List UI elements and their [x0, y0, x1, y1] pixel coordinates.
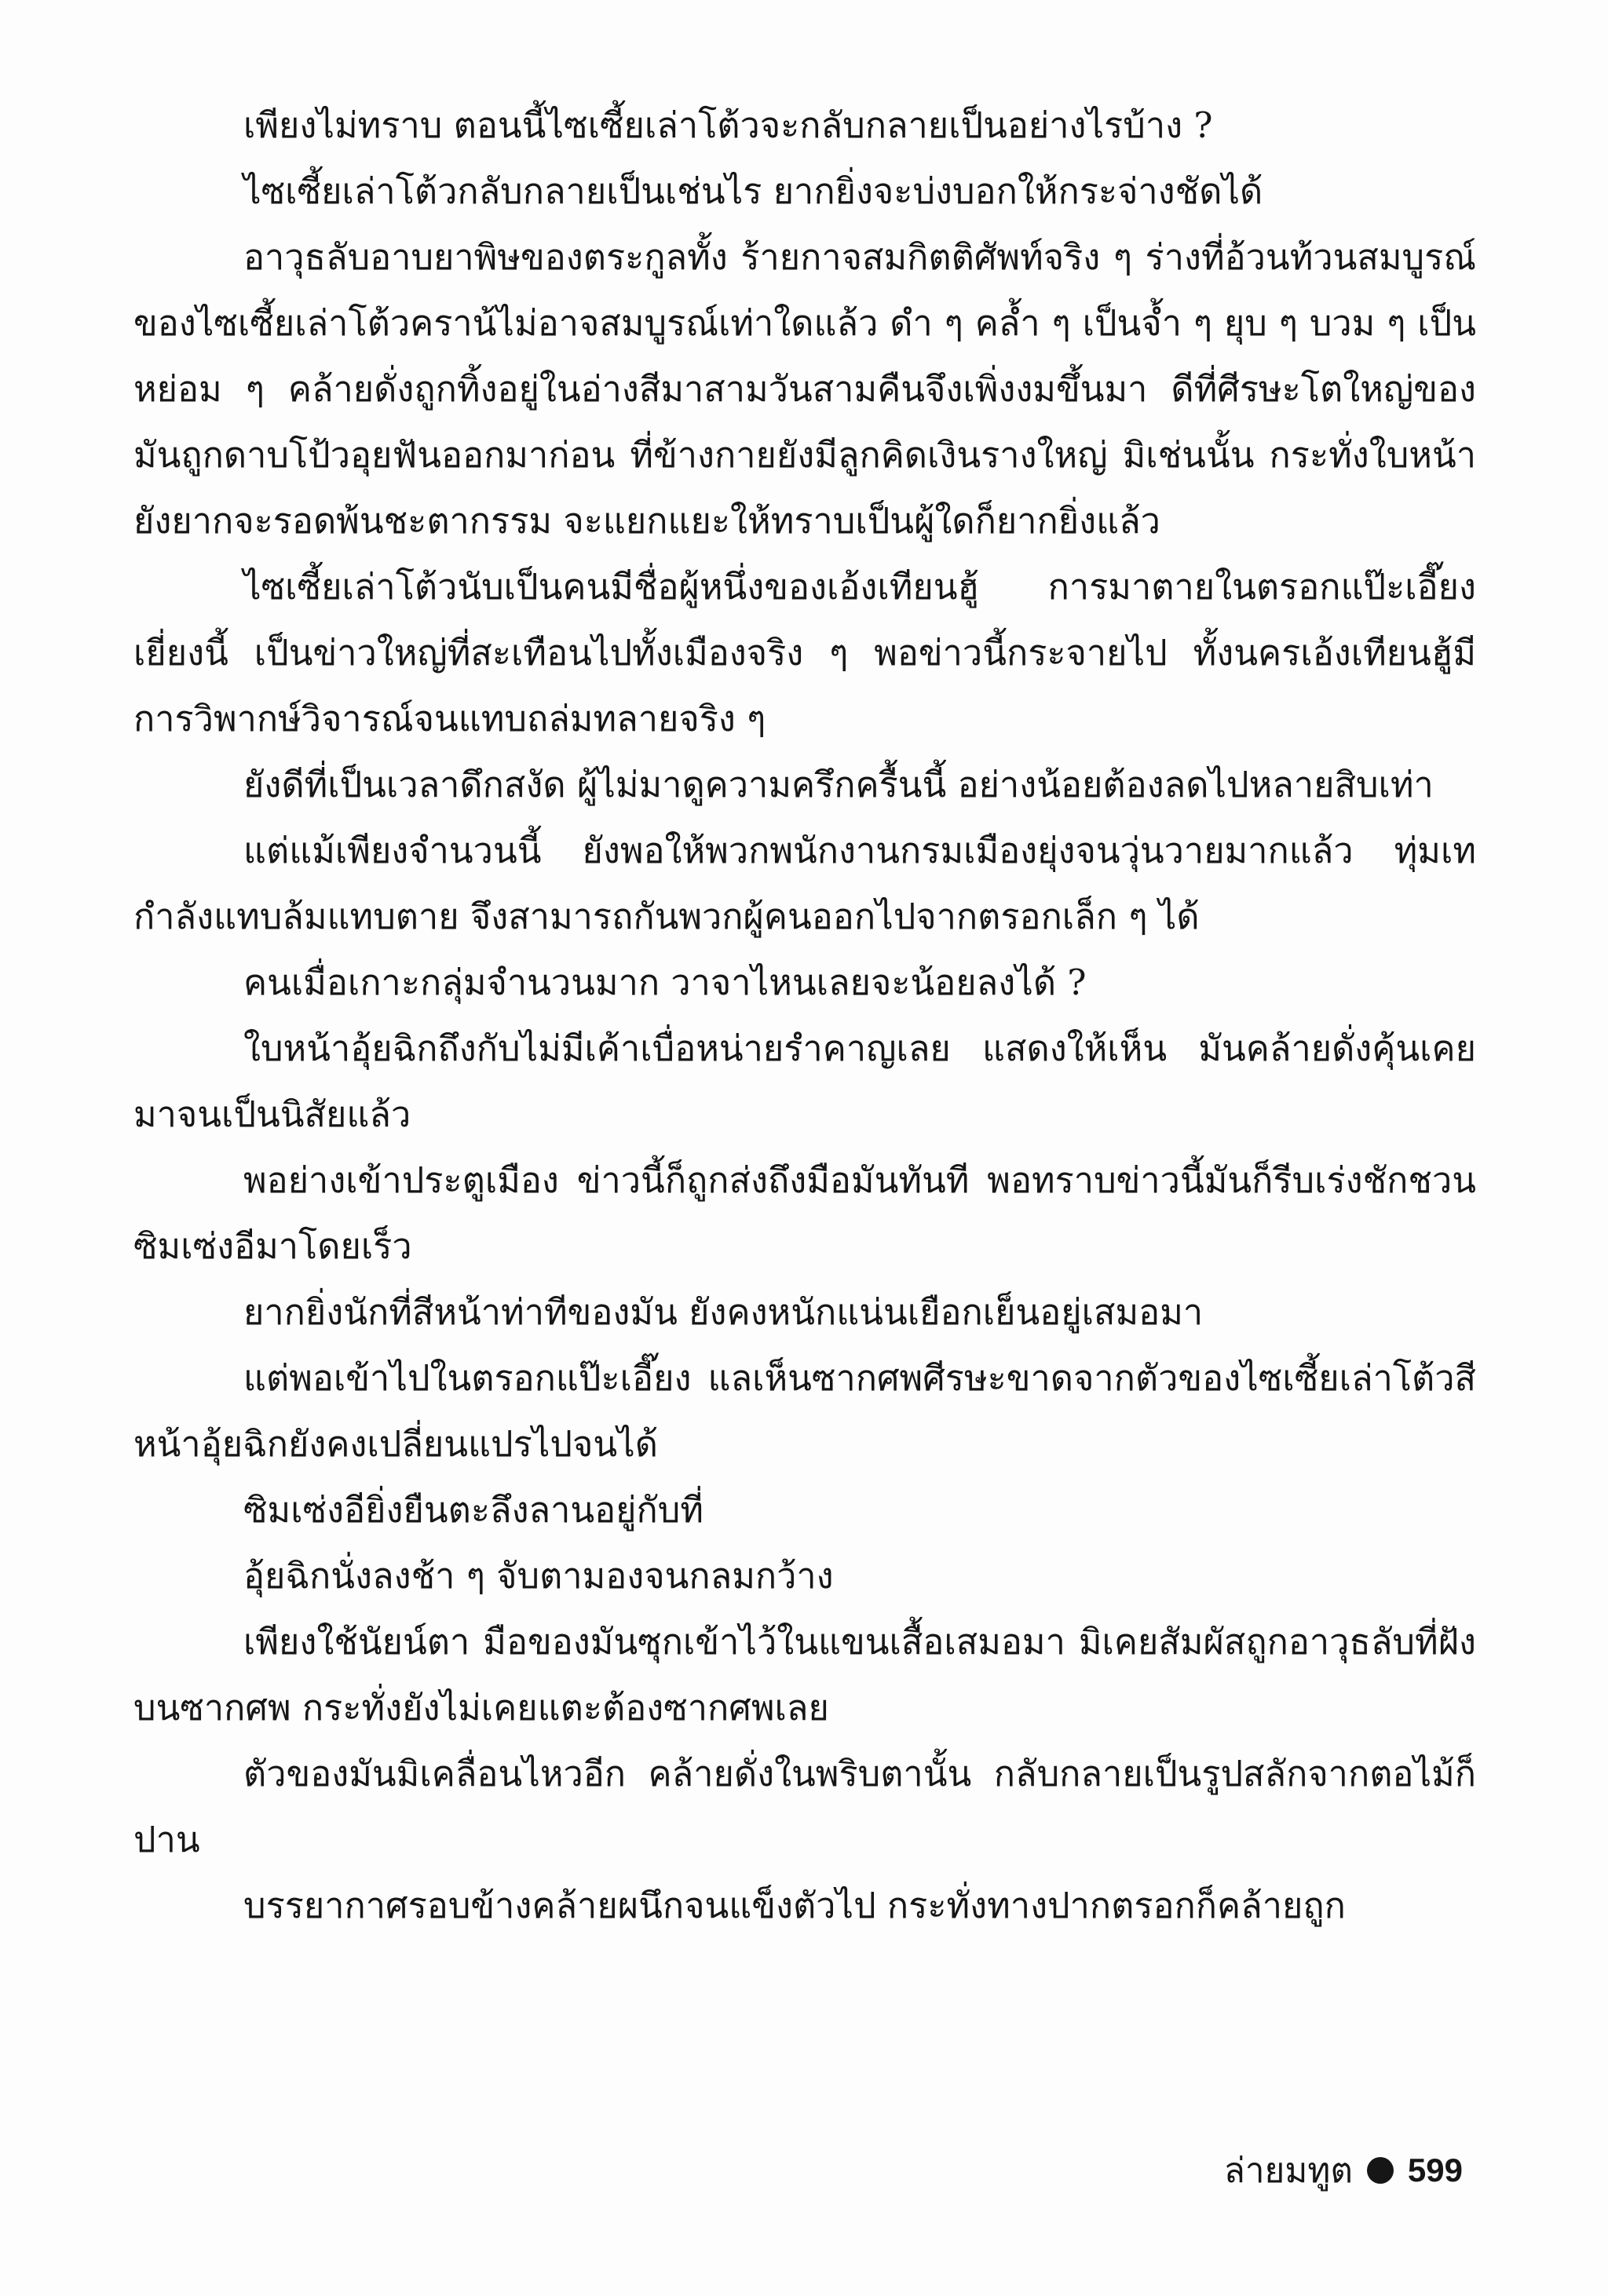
paragraph: ไซเซี้ยเล่าโต้วกลับกลายเป็นเช่นไร ยากยิ่งจะบ่งบอกให้กระจ่างชัดได้ — [243, 170, 1263, 212]
paragraph: ยังดีที่เป็นเวลาดึกสงัด ผู้ไม่มาดูความครึกครื้นนี้ อย่างน้อยต้องลดไปหลายสิบเท่า — [243, 764, 1434, 805]
paragraph: ใบหน้าอุ้ยฉิกถึงกับไม่มีเค้าเบื่อหน่ายรำคาญเลย แสดงให้เห็น มันคล้ายดั่งคุ้นเคยมาจนเป็นนิสัยแล้ว — [133, 1028, 1476, 1135]
paragraph: คนเมื่อเกาะกลุ่มจำนวนมาก วาจาไหนเลยจะน้อยลงได้ ? — [243, 962, 1087, 1003]
paragraph: ซิมเซ่งอียิ่งยืนตะลึงลานอยู่กับที่ — [243, 1489, 704, 1531]
paragraph: ไซเซี้ยเล่าโต้วนับเป็นคนมีชื่อผู้หนึ่งของเอ้งเทียนฮู้ การมาตายในตรอกแป๊ะเอี๊ยงเยี่ยงนี้ เป็นข่าวใหญ่ที่สะเทือนไปทั้งเมืองจริง ๆ พอข่าวนี้กระจายไป ทั้งนครเอ้งเทียนฮู้มีการวิพากษ์วิจารณ์จนแทบถล่มทลายจริง ๆ — [133, 566, 1476, 739]
running-title: ล่ายมทูต — [1223, 2151, 1353, 2191]
paragraph: อาวุธลับอาบยาพิษของตระกูลทั้ง ร้ายกาจสมกิตติศัพท์จริง ๆ ร่างที่อ้วนท้วนสมบูรณ์ของไซเซี้ยเล่าโต้วคราน้ไม่อาจสมบูรณ์เท่าใดแล้ว ดำ ๆ คล้ำ ๆ เป็นจ้ำ ๆ ยุบ ๆ บวม ๆ เป็นหย่อม ๆ คล้ายดั่งถูกทิ้งอยู่ในอ่างสีมาสามวันสามคืนจึงเพิ่งงมขึ้นมา ดีที่ศีรษะโตใหญ่ของมันถูกดาบโป้วอุยฟันออกมาก่อน ที่ข้างกายยังมีลูกคิดเงินรางใหญ่ มิเช่นนั้น กระทั่งใบหน้ายังยากจะรอดพ้นชะตากรรม จะแยกแยะให้ทราบเป็นผู้ใดก็ยากยิ่งแล้ว — [133, 236, 1476, 542]
paragraph: อุ้ยฉิกนั่งลงช้า ๆ จับตามองจนกลมกว้าง — [243, 1555, 834, 1597]
paragraph: พอย่างเข้าประตูเมือง ข่าวนี้ก็ถูกส่งถึงมือมันทันที พอทราบข่าวนี้มันก็รีบเร่งชักชวนซิมเซ่งอีมาโดยเร็ว — [133, 1159, 1476, 1267]
paragraph: ตัวของมันมิเคลื่อนไหวอีก คล้ายดั่งในพริบตานั้น กลับกลายเป็นรูปสลักจากตอไม้ก็ปาน — [133, 1753, 1476, 1860]
paragraph: แต่พอเข้าไปในตรอกแป๊ะเอี๊ยง แลเห็นซากศพศีรษะขาดจากตัวของไซเซี้ยเล่าโต้วสีหน้าอุ้ยฉิกยังคงเปลี่ยนแปรไปจนได้ — [133, 1357, 1476, 1465]
paragraph: บรรยากาศรอบข้างคล้ายผนึกจนแข็งตัวไป กระทั่งทางปากตรอกก็คล้ายถูก — [243, 1885, 1346, 1926]
paragraph: แต่แม้เพียงจำนวนนี้ ยังพอให้พวกพนักงานกรมเมืองยุ่งจนวุ่นวายมากแล้ว ทุ่มเทกำลังแทบล้มแทบตาย จึงสามารถกันพวกผู้คนออกไปจากตรอกเล็ก ๆ ได้ — [133, 830, 1476, 937]
body-text — [133, 93, 1476, 1939]
page-footer — [1224, 2143, 1463, 2198]
page-number: 599 — [1407, 2152, 1463, 2188]
bullet-icon — [1367, 2157, 1394, 2184]
paragraph: ยากยิ่งนักที่สีหน้าท่าทีของมัน ยังคงหนักแน่นเยือกเย็นอยู่เสมอมา — [243, 1291, 1204, 1333]
paragraph: เพียงไม่ทราบ ตอนนี้ไซเซี้ยเล่าโต้วจะกลับกลายเป็นอย่างไรบ้าง ? — [243, 104, 1213, 146]
paragraph: เพียงใช้นัยน์ตา มือของมันซุกเข้าไว้ในแขนเสื้อเสมอมา มิเคยสัมผัสถูกอาวุธลับที่ฝังบนซากศพ กระทั่งยังไม่เคยแตะต้องซากศพเลย — [133, 1621, 1476, 1728]
